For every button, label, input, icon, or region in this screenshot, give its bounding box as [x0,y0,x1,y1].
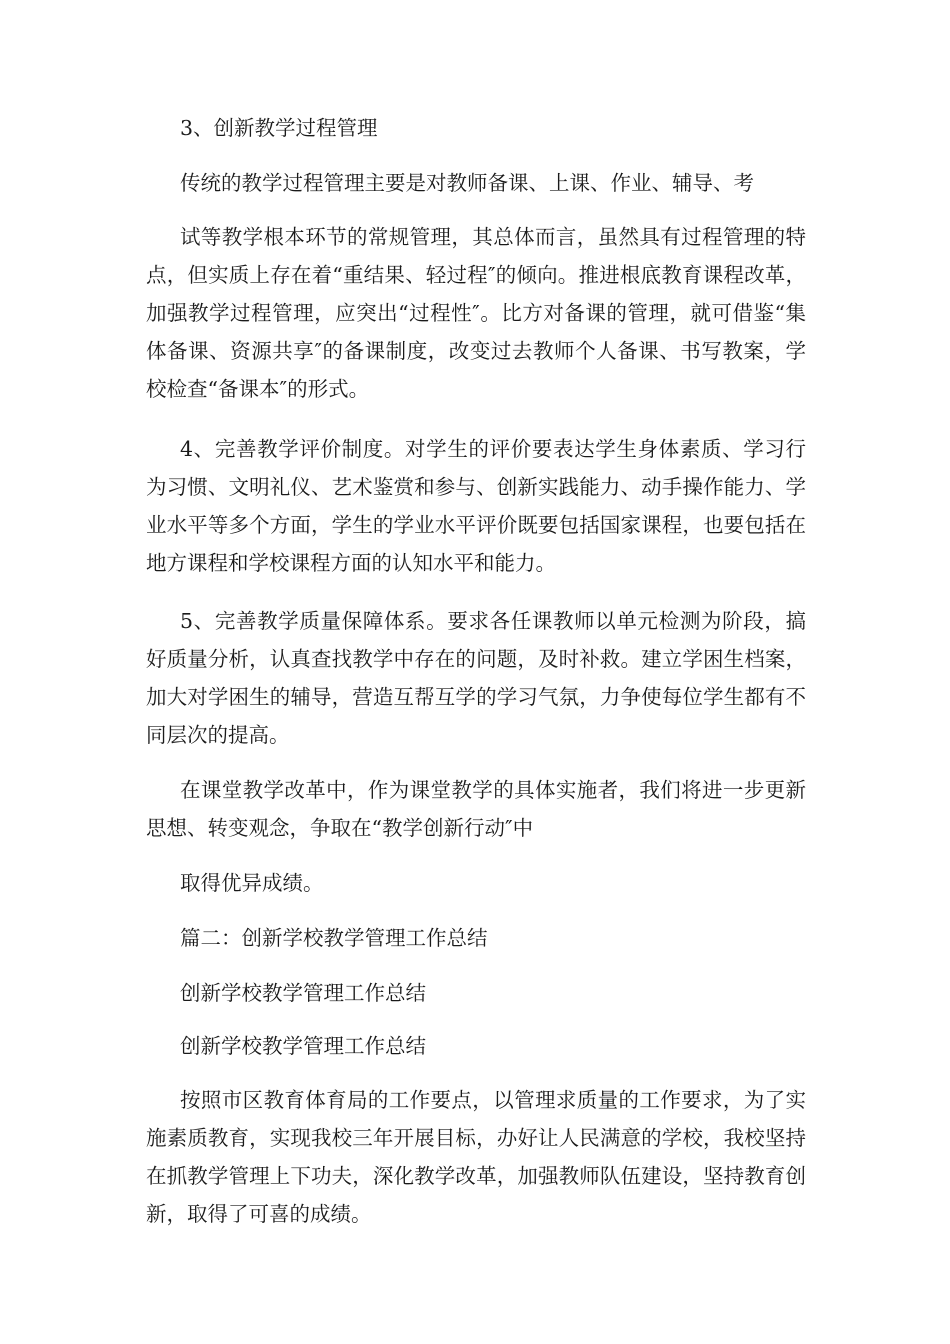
paragraph-1-first-line: 传统的教学过程管理主要是对教师备课、上课、作业、辅导、考 [180,171,754,195]
paragraph-1-body: 试等教学根本环节的常规管理，其总体而言，虽然具有过程管理的特点，但实质上存在着“重结果、轻过程″的倾向。推进根底教育课程改革，加强教学过程管理，应突出“过程性″。比方对备课的管理，就可借鉴“集体备课、资源共享″的备课制度，改变过去教师个人备课、书写教案，学校检查“备课本″的形式。 [146,225,806,401]
section-two-title: 篇二：创新学校教学管理工作总结 [180,926,488,950]
paragraph-work-summary: 按照市区教育体育局的工作要点，以管理求质量的工作要求，为了实施素质教育，实现我校三年开展目标，办好让人民满意的学校，我校坚持在抓教学管理上下功夫，深化教学改革，加强教师队伍建设，坚持教育创新，取得了可喜的成绩。 [146,1088,806,1226]
heading-section-3: 3、创新教学过程管理 [180,116,378,140]
paragraph-reform-summary: 在课堂教学改革中，作为课堂教学的具体实施者，我们将进一步更新思想、转变观念，争取在“教学创新行动″中 [146,778,806,840]
paragraph-section-4: 4、完善教学评价制度。对学生的评价要表达学生身体素质、学习行为习惯、文明礼仪、艺术鉴赏和参与、创新实践能力、动手操作能力、学业水平等多个方面，学生的学业水平评价既要包括国家课程，也要包括在地方课程和学校课程方面的认知水平和能力。 [146,437,806,575]
document-title-2: 创新学校教学管理工作总结 [180,1034,426,1058]
paragraph-section-5: 5、完善教学质量保障体系。要求各任课教师以单元检测为阶段，搞好质量分析，认真查找教学中存在的问题，及时补救。建立学困生档案，加大对学困生的辅导，营造互帮互学的学习气氛，力争使每位学生都有不同层次的提高。 [146,609,806,747]
document-title-1: 创新学校教学管理工作总结 [180,981,426,1005]
paragraph-reform-summary-continued: 取得优异成绩。 [180,871,324,895]
